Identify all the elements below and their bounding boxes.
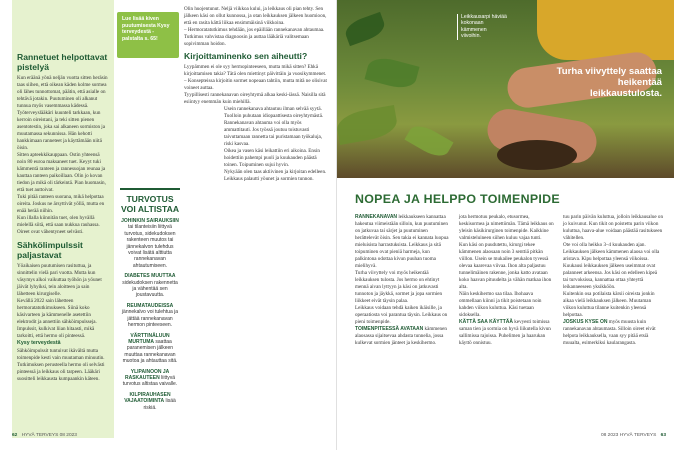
body-paragraph: – Konsepteissa kirjoitin sormet nopeaan tahtiin, mutta mitä ne olisivat voineet auttaa. (184, 78, 327, 91)
factbox-item (120, 218, 180, 269)
body-paragraph (355, 214, 451, 270)
right-page (337, 0, 674, 450)
factbox-item-lead: KILPIRAUHASEN VAJAATOIMINTA (124, 391, 171, 405)
right-column-2 (459, 214, 555, 347)
body-text: leikkaukseen kannattaa hakeutua viimeistään silloin, kun puutuminen on jatkuvaa tai särjet ja puutuminen herättelevät öisin. Sen takia ei kannata luopua mieluisista harrastuksista. Leikkaus ja sitä toipuminen ovat pieniä harmeja, kun palkintona odottaa kivun puuhan tuoma mielihyvä. (355, 214, 449, 269)
body-paragraph: Usein rannekanava ahtautuu ilman selvää syytä. Tuolloin puhutaan idiopaattisesta oireyhtymästä. (224, 106, 324, 119)
leaf-shape (404, 120, 453, 161)
sidebar-paragraph: Kun illalla kiinnitän tuet, olen hyvällä mielellä siitä, että saan nukkua rauhassa. Oireet ovat vähentyneet selvästi. (17, 215, 100, 235)
folio-left (12, 433, 77, 438)
body-paragraph: jota hermotuu peukalo, etusormea, keskisormea ja nimettömän. Tämä leikkaus on yleisin käsikirurginen toimenpide. Kaikkine valmisteluineen siihen kuluu vajaa tunti. (459, 214, 554, 241)
factbox (120, 188, 180, 438)
factbox-item-lead: YLIPAINOON JA RASKAUTEEN (124, 368, 170, 381)
lead-in: JOSKUS KYSE ON (563, 319, 608, 325)
lead-in: KÄTTÄ SAA KÄYTTÄÄ (459, 319, 513, 325)
body-paragraph (355, 326, 451, 347)
pull-quote-box: Lue lisää kiven puutumisesta Kysy terveydestä -palstalta s. 65! (117, 12, 179, 58)
factbox-item (120, 369, 180, 388)
factbox-title: TURVOTUS VOI ALTISTAA (120, 194, 180, 214)
body-text: kämmenen alaosassa sijaitsevaa ahdasta tunnelia, jossa kulkevat sormien jänteet ja keskihermo. (355, 326, 447, 346)
sidebar-paragraph: Tuki pitää ranteen suorana, mikä helpottaa oireita. Joskus ne ärsyttivät yöllä, mutta en enää herää niihin. (17, 194, 105, 214)
photo-caption: Leikkausarpi häviää kokonaan kämmenen viivoihin. (461, 14, 507, 40)
body-paragraph: Tyypillisesti rannekanavan oireyhtymä alkaa keski-iässä. Naisilla sitä esiintyy enemmän kuin miehillä. (184, 92, 326, 105)
photo-pull-quote: Turha viivyttely saattaa heikentää leikkaustulosta. (556, 66, 662, 99)
sidebar-heading-2: Sähkölimpulssit paljastavat (17, 240, 83, 260)
sidebar-paragraph: Kevällä 2022 sain lähetteen hermoratatutkimukseen. Siinä koko käsivarteen ja kämmenelle asetettiin elektrodit ja annettiin sähköimpulsseja. Impulssit, kulkivat liian hitaasti, mikä tarkoitti, että hermo oli pinteessä. (17, 298, 97, 339)
body-paragraph (563, 319, 663, 347)
body-paragraph: Nykyään olen taas aktiivinen ja kirjoitan edelleen. Leikkaus palautti yöunet ja sormien tunnon. (224, 169, 327, 182)
body-paragraph: Leikkaus voidaan tehdä kaiken ikäisille, ja operaatiosta voi parantua täysin. Leikkaus on pieni toimenpide. (355, 305, 448, 325)
body-text: myös muusta kuin rannekanavan ahtaumasta. Silloin oireet eivät helpota leikkauksella, vaan syy pitää etsiä muualta, esimerkiksi kaularangasta. (563, 319, 656, 346)
folio-text: 08 2023 HYVÄ TERVEYS (601, 433, 657, 438)
section-heading: Kirjoittaminenko sen aiheutti? (184, 51, 308, 61)
body-paragraph: Olin huojentunut. Neljä viikkoa kului, ja leikkaus oli pian tehty. Sen jälkeen käsi on ollut kunnossa, ja otan leikkauksen jälkeen huomioon, että en rasita kättä liikaa ensimmäisinä viikkoina. (184, 6, 327, 26)
leaf-shape (342, 12, 387, 46)
factbox-item (120, 303, 180, 329)
sidebar-paragraph: Työterveyslääkäri kuunteli tarkkaan, kun kerroin oireistani, ja teki sitten pienen asentotestin, joka sai alkaneen sormiston ja muutamassa sekunnissa. Hän kehotti hankkimaan ranneteet ja käyttämään niitä öisin. (17, 110, 105, 151)
body-paragraph: Kuukausi leikkauksen jälkeen useimmat ovat palanneet arkeensa. Jos käsi on edelleen kipeä tai turvoksissa, kannattaa ottaa yhteyttä leikanneeseen yksikköön. (563, 263, 658, 290)
sidebar-heading-1: Rannetuet helpottavat pistelyä (17, 52, 108, 72)
factbox-item-text: jännekalvo voi tulehtua ja jättää rannekanavan hermon pinteeseen. (121, 309, 179, 329)
body-paragraph: Rannekanavan ahtauma voi olla myös ammattitauti. Jos työssä joutuu toistuvasti taivuttamaan rannetta tai puristamaan työkaluja, riski kasvaa. (224, 120, 323, 147)
factbox-item (120, 333, 180, 365)
section-heading: NOPEA JA HELPPO TOIMENPIDE (355, 192, 560, 206)
body-paragraph: Kun käsi on puudutettu, kirurgi tekee kämmenen alaosaan noin 3 senttiä pitkän viillon. Usein se mukailee peukalon tyvessä olevaa kaarevaa viivaa. Ihon alta paljastuu tunnelimäinen rakenne, jonka katto avataan koko haavan pituudelta ja vähän matkaa ihon alta. (459, 242, 552, 290)
page-number: 62 (12, 433, 18, 438)
factbox-item (120, 273, 180, 299)
soil-shape (497, 140, 577, 170)
caption-rule (457, 14, 458, 40)
factbox-item-lead: REUMATAUDEISSA (126, 302, 174, 309)
lead-in: RANNEKANAVAN (355, 214, 398, 220)
leaf-shape (337, 105, 399, 145)
body-paragraph: Näin keskihermo saa tilaa. Ihohaava ommellaan kiinni ja tikit poistetaan noin kahden viikon kuluttua. Käsi tuetaan sidoksella. (459, 291, 542, 318)
factbox-item-text: saattaa paranemisen jälkeen muuttaa rannekanavan muotoa ja ahtauttaa sitä. (122, 338, 178, 365)
body-paragraph: Lyypämmen ei ole syy hermopinteeseen, mutta mikä sitten? Ehkä kirjoittamisen takia? Tätä olen miettinyt päivittäin ja vuosikymmenet. (184, 64, 327, 77)
apron-shape (537, 0, 674, 60)
sidebar-paragraph: Kun eräänä yönä neljän vuotta sitten heräsin taas siihen, että oikean käden kolme sormea oli lähes tunnottomat, päätin, että asialle on tehtävä jotakin. Puutuminen oli alkanut tunnua myös vasemmassa kädessä. (17, 75, 108, 109)
body-paragraph: Kuitenkin osa potilaista kärsii oireista jonkin aikaa vielä leikkauksen jälkeen. Muutaman viikon kuluttua tilanne kuitenkin yleensä helpottaa. (563, 291, 655, 318)
body-paragraph: – Hermoratatutkimus tehdään, jos epäillään rannekanavan ahtaumaa. Tutkimus vahvistaa diagnoosin ja auttaa lääkäriä valitsemaan sopivimman hoidon. (184, 27, 325, 47)
factbox-item-text: liittyvä turvotus altistaa vaivalle. (122, 374, 178, 388)
folio-right (601, 433, 666, 438)
body-paragraph: Turha viivyttely voi myös heikentää leikkauksen tulosta. Jos hermo on ehtinyt mennä aivan lyttyyn ja käsi on jatkuvasti tunnoton ja jäykkä, sormet ja jopa sormien liikkeet eivät täysin palaa. (355, 270, 442, 304)
factbox-item-text: tai tilanteisiin liittyvä turvotus, sidekudoksen rakenteen muutos tai jännekalvon tulehdus voivat lisätä alttiutta rannekanavan ahtautumiseen. (124, 224, 176, 269)
body-paragraph: Oikea ja vasen käsi leikattiin eri aikoina. Ensin hoidettiin pahempi puoli ja kuukauden päästä toinen. Toipuminen sujui hyvin. (224, 148, 320, 168)
factbox-item-lead: JOHINKIN SAIRAUKSIIN (121, 218, 179, 224)
kysy-terveydesta-label: Kysy terveydestä (17, 340, 61, 346)
factbox-item-lead: VÄRTTINÄLUUN MURTUMA (128, 332, 170, 345)
factbox-item-lead: DIABETES MUUTTAA (124, 273, 176, 280)
sidebar-paragraph: Sähköimpulssit tuntuivat ikävältä mutta toimenpide kesti vain muutaman minuutin. Tutkimuksen perusteella hermo oli selvästi pinteessä ja leikkaus oli tarpeen. Lääkäri suositteli leikkausta kumpaankin käteen. (17, 348, 105, 382)
factbox-item-text: lisää riskiä. (143, 398, 176, 411)
sidebar-story (12, 0, 114, 438)
right-column-1 (355, 214, 451, 347)
body-text: kevyesti toimissa saman tien ja sormia on hyvä liikutella kivun sallimissa rajoissa. Puhelimen ja haarukan käyttö onnistuu. (459, 319, 551, 346)
right-column-3 (563, 214, 663, 347)
body-paragraph: tuu parin päivän kuluttua, jolloin leikkausalue on jo kuivunut. Kun tikit on poistettu parin viikon kuluttua, haava-alue voidaan päästää rasitukseen vähitellen. (563, 214, 664, 241)
page-number: 63 (660, 433, 666, 438)
factbox-item-text: sidekudoksen rakennetta ja vähentää sen joustavuutta. (122, 279, 178, 299)
hero-photo (337, 0, 674, 178)
leaf-shape (364, 54, 419, 92)
folio-text: HYVÄ TERVEYS 08 2023 (21, 433, 77, 438)
body-paragraph: Ote voi olla heikko 3–4 kuukauden ajan. Leikkauksen jälkeen kämmenen alaosa voi olla aristava. Kipu helpottaa yleensä viikoissa. (563, 242, 660, 262)
lead-in: TOIMENPITEESSÄ AVATAAN (355, 326, 424, 332)
column-right (184, 0, 329, 438)
sidebar-paragraph: Sitten apteekkikauppaan. Ostin yhteensä noin 80 euroa maksaneet tuet. Keyyt tuki kämmentä ranteen ja rannesuojan reunaa ja kauttaa ranteen paikoillaan. Olin jo kovan tiedon ja mikä oli tärkeintä. Pian huomasin, että tuet auttoivat. (17, 152, 106, 193)
factbox-item (120, 392, 180, 411)
body-paragraph (459, 319, 555, 347)
sidebar-paragraph: Yöaikaisen puutumisen rasituttua, ja sinnittelin vielä pari vuotta. Mutta kun väsymys alkoi vaikuttaa työhön ja yöunet jäivät lyhyiksi, tein aloitteen ja sain lähetteen kirurgiselle. (17, 263, 102, 297)
